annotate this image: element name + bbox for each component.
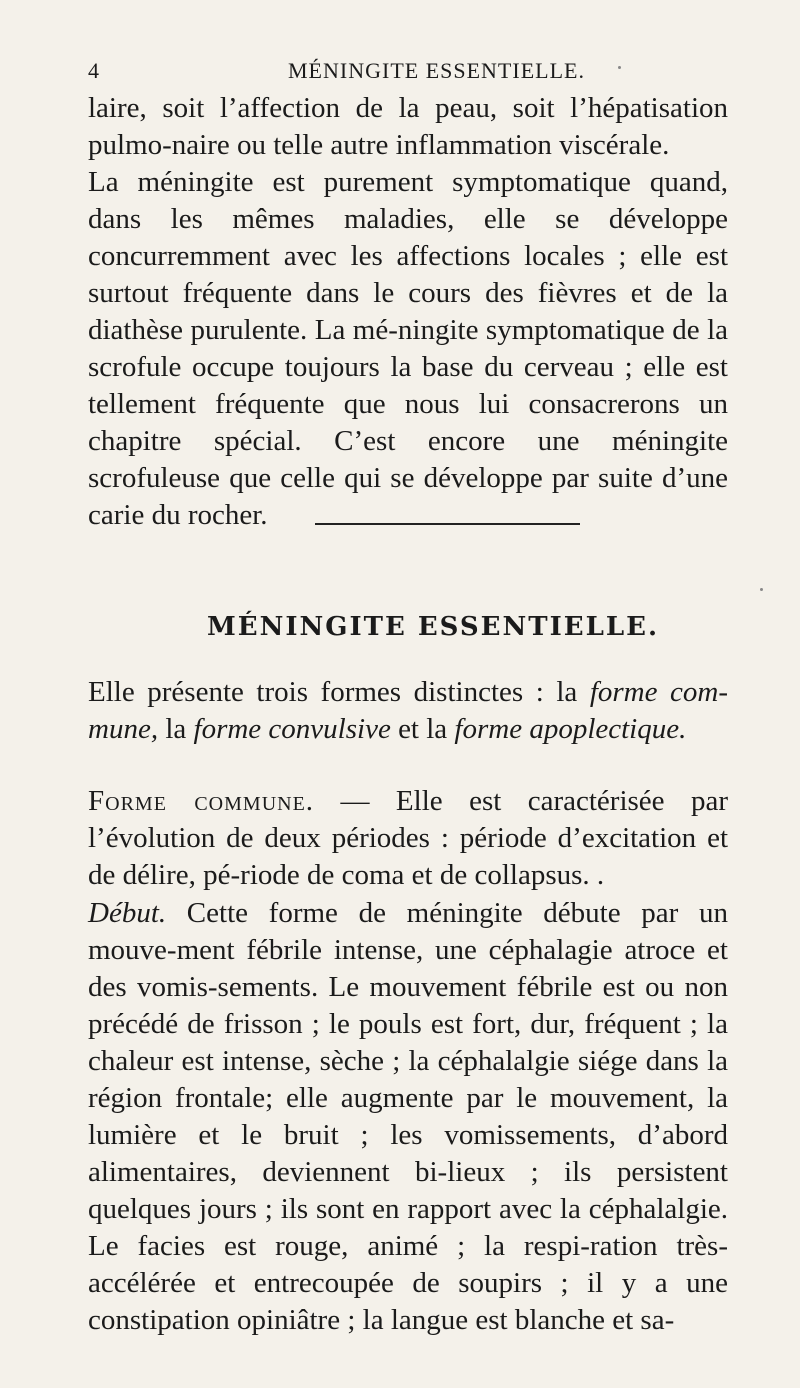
paragraph-forms	[88, 674, 728, 748]
forms-text-3: et la	[390, 713, 455, 745]
running-header	[88, 52, 728, 86]
forms-em-convulsive: forme convulsive	[193, 713, 391, 745]
forme-commune-label: Forme commune.	[88, 785, 315, 817]
section-heading: MÉNINGITE ESSENTIELLE.	[206, 612, 659, 642]
forme-commune-text: — Elle est caractérisée par l’évolution de deux périodes : période d’excitation et de délire, pé-riode de coma et de collapsus. .	[88, 785, 728, 891]
section-divider	[315, 523, 580, 525]
paragraph-debut	[88, 895, 728, 1339]
forms-text-1: Elle présente trois formes distinctes : la	[88, 676, 590, 708]
paragraph-symptomatic-text: La méningite est purement symptomatique quand, dans les mêmes maladies, elle se développe concurremment avec les affections locales ; elle est surtout fréquente dans le cours des fièvres et de la diathèse purulente. La mé-ningite symptomatique de la scrofule occupe toujours la base du cerveau ; elle est tellement fréquente que nous lui consacrerons un chapitre spécial. C’est encore une méningite scrofuleuse que celle qui se développe par suite d’une carie du rocher.	[88, 166, 728, 531]
forms-em-commune: forme com-mune,	[88, 676, 728, 745]
forms-text-2: la	[158, 713, 194, 745]
margin-speck	[760, 588, 763, 591]
paragraph-continuation: laire, soit l’affection de la peau, soit l’hépatisation pulmo-naire ou telle autre inflammation viscérale.	[88, 92, 728, 161]
forms-em-apoplectique: forme apoplectique.	[454, 713, 687, 745]
margin-speck	[618, 66, 621, 69]
debut-text: Cette forme de méningite débute par un mouve-ment fébrile intense, une céphalagie atroce et des vomis-sements. Le mouvement fébrile est ou non précédé de frisson ; le pouls est fort, dur, fréquent ; la chaleur est intense, sèche ; la céphalalgie siége dans la région frontale; elle augmente par le mouvement, la lumière et le bruit ; les vomissements, d’abord alimentaires, deviennent bi-lieux ; ils persistent quelques jours ; ils sont en rapport avec la céphalalgie. Le facies est rouge, animé ; la respi-ration très-accélérée et entrecoupée de soupirs ; il y a une constipation opiniâtre ; la langue est blanche et sa-	[88, 897, 728, 1336]
paragraph-symptomatic	[88, 164, 728, 534]
running-title: MÉNINGITE ESSENTIELLE.	[288, 58, 585, 83]
paragraph-forme-commune	[88, 783, 728, 894]
debut-label: Début.	[88, 897, 167, 929]
page-number: 4	[88, 58, 100, 83]
